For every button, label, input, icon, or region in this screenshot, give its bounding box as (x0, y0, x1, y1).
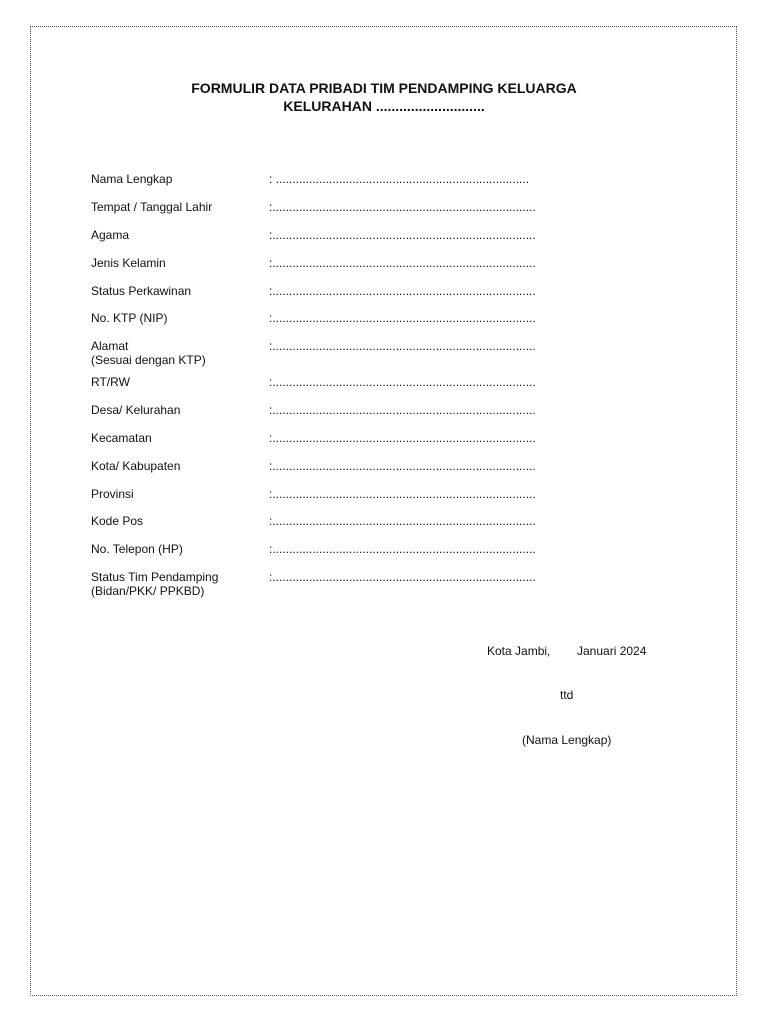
field-blank[interactable]: :............................................................................... (269, 228, 536, 242)
field-blank[interactable]: :............................................................................... (269, 542, 536, 556)
field-blank[interactable]: :............................................................................... (269, 200, 536, 214)
signature-ttd: ttd (560, 688, 574, 702)
field-label: Status Tim Pendamping (Bidan/PKK/ PPKBD) (91, 570, 266, 598)
field-label: Alamat (Sesuai dengan KTP) (91, 339, 266, 367)
field-label: Kota/ Kabupaten (91, 459, 181, 473)
field-blank[interactable]: :............................................................................... (269, 403, 536, 417)
form-title: FORMULIR DATA PRIBADI TIM PENDAMPING KELUARGA (191, 80, 577, 96)
field-label: RT/RW (91, 375, 130, 389)
field-blank[interactable]: :............................................................................... (269, 570, 536, 584)
field-blank[interactable]: : ............................................................................ (269, 172, 530, 186)
signature-date: Januari 2024 (577, 644, 647, 658)
field-blank[interactable]: :............................................................................... (269, 459, 536, 473)
signature-name: (Nama Lengkap) (522, 733, 612, 747)
field-label: Status Perkawinan (91, 284, 192, 298)
field-blank[interactable]: :............................................................................... (269, 375, 536, 389)
field-label: Nama Lengkap (91, 172, 173, 186)
field-sublabel: (Bidan/PKK/ PPKBD) (91, 584, 205, 598)
form-subtitle-kelurahan: KELURAHAN ............................ (283, 98, 485, 114)
field-sublabel: (Sesuai dengan KTP) (91, 353, 206, 367)
field-blank[interactable]: :............................................................................... (269, 431, 536, 445)
field-label: Kecamatan (91, 431, 152, 445)
field-label: Desa/ Kelurahan (91, 403, 181, 417)
field-blank[interactable]: :............................................................................... (269, 284, 536, 298)
field-label: Tempat / Tanggal Lahir (91, 200, 213, 214)
field-blank[interactable]: :............................................................................... (269, 311, 536, 325)
field-label: Jenis Kelamin (91, 256, 166, 270)
field-blank[interactable]: :............................................................................... (269, 256, 536, 270)
field-label: Provinsi (91, 487, 134, 501)
field-label: Agama (91, 228, 130, 242)
field-blank[interactable]: :............................................................................... (269, 339, 536, 353)
field-label: No. Telepon (HP) (91, 542, 183, 556)
field-blank[interactable]: :............................................................................... (269, 514, 536, 528)
field-label: No. KTP (NIP) (91, 311, 168, 325)
field-blank[interactable]: :............................................................................... (269, 487, 536, 501)
field-label: Kode Pos (91, 514, 144, 528)
signature-city: Kota Jambi, (487, 644, 551, 658)
